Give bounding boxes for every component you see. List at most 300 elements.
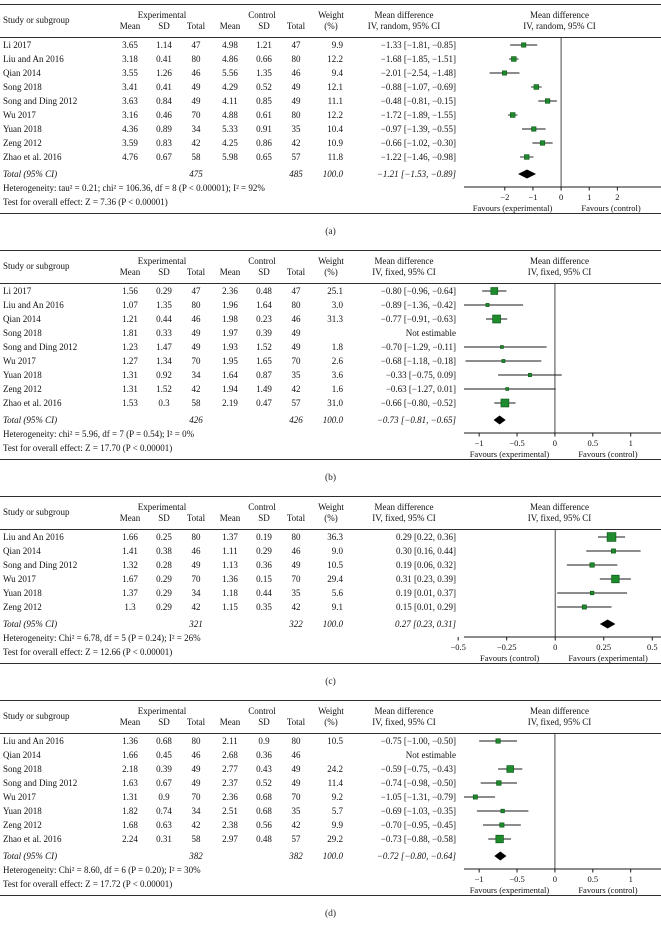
- column-group-control: [212, 5, 312, 37]
- md-value-cell: −0.68 [−1.18, −0.18]: [380, 356, 456, 366]
- panel-caption: (b): [324, 473, 337, 483]
- ctrl-total-cell: 42: [291, 820, 301, 830]
- weight-cell: 25.1: [327, 286, 343, 296]
- effect-square: [496, 835, 504, 843]
- tick-label: 1: [628, 874, 633, 884]
- tick-label: −2: [500, 192, 510, 202]
- md-value-cell: −0.88 [−1.07, −0.69]: [380, 82, 456, 92]
- md-value-cell: −2.01 [−2.54, −1.48]: [380, 68, 456, 78]
- column-header-sd: SD: [158, 513, 170, 523]
- exp-sd-cell: 0.29: [156, 588, 172, 598]
- ctrl-mean-cell: 1.18: [222, 588, 238, 598]
- panel-caption: (d): [324, 909, 337, 919]
- effect-square: [511, 57, 516, 62]
- overall-effect-text: Test for overall effect: Z = 17.70 (P < 0.00001): [3, 443, 173, 453]
- ctrl-sd-cell: 1.65: [256, 356, 272, 366]
- total-md-cell: −1.21 [−1.53, −0.89]: [376, 169, 456, 179]
- favours-left-label: Favours (experimental): [472, 203, 553, 213]
- study-table: [0, 284, 458, 455]
- weight-cell: 9.4: [331, 68, 343, 78]
- table-row: [0, 790, 458, 804]
- ctrl-mean-cell: 1.15: [222, 602, 238, 612]
- group-subheaders-control: [212, 717, 312, 728]
- exp-mean-cell: 1.67: [122, 574, 138, 584]
- ctrl-mean-cell: 1.96: [222, 300, 238, 310]
- study-name: Song and Ding 2012: [3, 778, 78, 788]
- table-row: [0, 762, 458, 776]
- column-group-control: [212, 701, 312, 733]
- group-subheaders-control: [212, 21, 312, 32]
- ctrl-mean-cell: 5.33: [222, 124, 238, 134]
- exp-sd-cell: 0.63: [156, 820, 172, 830]
- exp-total-cell: 49: [191, 96, 201, 106]
- table-row: [0, 80, 458, 94]
- exp-sd-cell: 0.9: [158, 792, 170, 802]
- panel-b: [0, 250, 661, 496]
- exp-mean-cell: 2.24: [122, 834, 138, 844]
- md-value-cell: −0.89 [−1.36, −0.42]: [380, 300, 456, 310]
- weight-cell: 9.2: [331, 792, 343, 802]
- favours-right-label: Favours (control): [578, 449, 638, 459]
- exp-mean-cell: 3.59: [122, 138, 138, 148]
- study-name: Wu 2017: [3, 574, 36, 584]
- md-value-cell: −0.77 [−0.91, −0.63]: [380, 314, 456, 324]
- weight-cell: 9.9: [331, 820, 343, 830]
- weight-label-line2: (%): [324, 21, 338, 31]
- md-value-cell: 0.31 [0.23, 0.39]: [396, 574, 456, 584]
- effect-square: [522, 43, 526, 47]
- study-name: Qian 2014: [3, 314, 41, 324]
- exp-sd-cell: 0.83: [156, 138, 172, 148]
- tick-label: 0: [552, 438, 558, 448]
- column-header-study: Study or subgroup: [3, 711, 70, 722]
- weight-cell: 10.5: [327, 560, 343, 570]
- blank-cell: [112, 413, 148, 427]
- study-name: Qian 2014: [3, 68, 41, 78]
- exp-mean-cell: 1.21: [122, 314, 138, 324]
- exp-sd-cell: 0.38: [156, 546, 172, 556]
- table-row: [0, 558, 458, 572]
- table-row: [0, 108, 458, 122]
- ctrl-mean-cell: 2.77: [222, 764, 238, 774]
- table-row: [0, 52, 458, 66]
- table-header: [0, 497, 661, 529]
- group-label-control: Control: [248, 501, 276, 512]
- effect-square: [497, 781, 502, 786]
- heterogeneity-text: Heterogeneity: chi² = 5.96, df = 7 (P = 0.54); I² = 0%: [3, 429, 195, 439]
- ctrl-sd-cell: 0.15: [256, 574, 272, 584]
- effect-square: [486, 303, 489, 306]
- plot-header-mean-difference: [458, 701, 661, 733]
- column-header-total: Total: [286, 267, 306, 277]
- group-label-control: Control: [248, 255, 276, 266]
- table-row: [0, 368, 458, 382]
- blank-cell: [248, 617, 280, 631]
- effect-square: [473, 795, 477, 799]
- column-header-mean: Mean: [119, 267, 141, 277]
- blank-cell: [248, 167, 280, 181]
- group-label-control: Control: [248, 705, 276, 716]
- exp-sd-cell: 0.46: [156, 110, 172, 120]
- ctrl-total-cell: 46: [291, 546, 301, 556]
- column-header-total: Total: [286, 21, 306, 31]
- exp-total-cell: 80: [191, 736, 201, 746]
- weight-cell: 3.0: [331, 300, 343, 310]
- exp-total-cell: 46: [191, 750, 201, 760]
- ctrl-total-cell: 49: [291, 342, 301, 352]
- ctrl-mean-cell: 4.11: [222, 96, 238, 106]
- md-value-cell: 0.29 [0.22, 0.36]: [396, 532, 456, 542]
- exp-sd-cell: 0.74: [156, 806, 172, 816]
- total-row: [0, 849, 458, 863]
- study-name: Yuan 2018: [3, 806, 42, 816]
- md-value-cell: −0.80 [−0.96, −0.64]: [380, 286, 456, 296]
- tick-label: 0.5: [646, 642, 658, 652]
- effect-square: [501, 809, 505, 813]
- tick-label: −1: [474, 874, 484, 884]
- weight-cell: 12.2: [327, 110, 343, 120]
- study-name: Li 2017: [3, 286, 32, 296]
- table-row: [0, 150, 458, 164]
- weight-cell: 5.6: [331, 588, 343, 598]
- effect-square: [582, 605, 586, 609]
- ctrl-mean-cell: 2.36: [222, 792, 238, 802]
- exp-total-cell: 42: [191, 602, 201, 612]
- exp-sd-cell: 0.89: [156, 124, 172, 134]
- ctrl-total-cell: 80: [291, 54, 301, 64]
- total-row: [0, 617, 458, 631]
- ctrl-mean-cell: 1.36: [222, 574, 238, 584]
- column-header-total: Total: [186, 717, 206, 727]
- tick-label: −0.5: [509, 438, 525, 448]
- exp-mean-cell: 1.32: [122, 560, 138, 570]
- md-value-cell: −0.70 [−0.95, −0.45]: [380, 820, 456, 830]
- effect-model-label: IV, fixed, 95% CI: [372, 267, 436, 277]
- panel-content: [0, 38, 661, 213]
- effect-square: [500, 823, 504, 827]
- column-header-mean: Mean: [119, 513, 141, 523]
- exp-mean-cell: 3.55: [122, 68, 138, 78]
- blank-cell: [148, 849, 180, 863]
- ctrl-sd-cell: 0.87: [256, 370, 272, 380]
- ctrl-sd-cell: 1.52: [256, 342, 272, 352]
- pooled-diamond: [494, 852, 506, 861]
- weight-cell: 1.6: [331, 384, 343, 394]
- weight-label-line1: Weight: [318, 9, 344, 20]
- pooled-diamond: [518, 170, 536, 179]
- exp-total-cell: 42: [191, 820, 201, 830]
- total-label: Total (95% CI): [3, 169, 58, 179]
- study-name: Qian 2014: [3, 750, 41, 760]
- md-value-cell: −1.72 [−1.89, −1.55]: [380, 110, 456, 120]
- exp-mean-cell: 4.36: [122, 124, 138, 134]
- plot-header-mean-difference: [458, 497, 661, 529]
- exp-sd-cell: 0.39: [156, 764, 172, 774]
- ctrl-mean-cell: 1.37: [222, 532, 238, 542]
- ctrl-sd-cell: 0.47: [256, 398, 272, 408]
- exp-mean-cell: 3.41: [122, 82, 138, 92]
- effect-square: [507, 766, 514, 773]
- weight-cell: 31.0: [327, 398, 343, 408]
- column-header-mean-difference: [350, 5, 458, 37]
- study-table: [0, 38, 458, 209]
- ctrl-total-cell: 35: [291, 124, 301, 134]
- group-subheaders-control: [212, 513, 312, 524]
- ctrl-mean-cell: 2.37: [222, 778, 238, 788]
- exp-total-cell: 34: [191, 806, 201, 816]
- exp-sd-cell: 1.47: [156, 342, 172, 352]
- exp-total-cell: 42: [191, 384, 201, 394]
- column-header-mean: Mean: [119, 21, 141, 31]
- exp-mean-cell: 4.76: [122, 152, 138, 162]
- table-row: [0, 818, 458, 832]
- effect-model-label: IV, random, 95% CI: [367, 21, 441, 31]
- ctrl-total-cell: 49: [291, 82, 301, 92]
- group-subheaders-control: [212, 267, 312, 278]
- ctrl-total-cell: 47: [291, 40, 301, 50]
- ctrl-mean-cell: 2.19: [222, 398, 238, 408]
- column-header-mean-difference: [350, 701, 458, 733]
- exp-sd-cell: 0.3: [158, 398, 170, 408]
- column-header-weight: [312, 5, 350, 37]
- weight-cell: 11.4: [327, 778, 343, 788]
- md-value-cell: −0.66 [−1.02, −0.30]: [380, 138, 456, 148]
- weight-cell: 1.8: [331, 342, 343, 352]
- effect-model-label: IV, random, 95% CI: [523, 21, 596, 31]
- column-header-weight: [312, 701, 350, 733]
- effect-model-label: IV, fixed, 95% CI: [372, 513, 436, 523]
- total-ctrl-total-cell: 382: [289, 851, 303, 861]
- blank-cell: [148, 167, 180, 181]
- weight-cell: 11.1: [327, 96, 343, 106]
- column-header-mean: Mean: [219, 21, 241, 31]
- total-label: Total (95% CI): [3, 415, 58, 425]
- ctrl-sd-cell: 0.66: [256, 54, 272, 64]
- table-row: [0, 748, 458, 762]
- column-header-weight: [312, 251, 350, 283]
- ctrl-total-cell: 35: [291, 588, 301, 598]
- study-name: Zhao et al. 2016: [3, 398, 62, 408]
- tick-label: 1: [628, 438, 633, 448]
- exp-mean-cell: 1.31: [122, 792, 138, 802]
- exp-sd-cell: 1.35: [156, 300, 172, 310]
- tick-label: −1: [528, 192, 538, 202]
- exp-sd-cell: 0.29: [156, 602, 172, 612]
- study-table: [0, 530, 458, 659]
- group-subheaders-experimental: [112, 513, 212, 524]
- column-header-mean: Mean: [219, 267, 241, 277]
- table-row: [0, 326, 458, 340]
- blank-cell: [248, 849, 280, 863]
- exp-mean-cell: 1.23: [122, 342, 138, 352]
- study-name: Qian 2014: [3, 546, 41, 556]
- ctrl-total-cell: 46: [291, 314, 301, 324]
- weight-cell: 9.9: [331, 40, 343, 50]
- study-name: Li 2017: [3, 40, 32, 50]
- ctrl-total-cell: 57: [291, 152, 301, 162]
- study-name: Song 2018: [3, 82, 42, 92]
- exp-sd-cell: 1.14: [156, 40, 172, 50]
- group-subheaders-experimental: [112, 717, 212, 728]
- column-header-total: Total: [286, 513, 306, 523]
- ctrl-mean-cell: 1.64: [222, 370, 238, 380]
- table-row: [0, 136, 458, 150]
- tick-label: 0.25: [596, 642, 612, 652]
- column-header-study: Study or subgroup: [3, 15, 70, 26]
- column-header-sd: SD: [258, 267, 270, 277]
- total-md-cell: −0.72 [−0.80, −0.64]: [376, 851, 456, 861]
- ctrl-mean-cell: 4.88: [222, 110, 238, 120]
- exp-mean-cell: 1.31: [122, 370, 138, 380]
- column-header-mean: Mean: [119, 717, 141, 727]
- total-ctrl-total-cell: 485: [289, 169, 303, 179]
- exp-total-cell: 42: [191, 138, 201, 148]
- group-label-experimental: Experimental: [137, 255, 187, 266]
- effect-square: [524, 155, 529, 160]
- column-header-mean: Mean: [219, 513, 241, 523]
- ctrl-total-cell: 49: [291, 764, 301, 774]
- ctrl-total-cell: 49: [291, 560, 301, 570]
- md-value-cell: −0.59 [−0.75, −0.43]: [380, 764, 456, 774]
- exp-sd-cell: 1.34: [156, 356, 172, 366]
- ctrl-total-cell: 80: [291, 736, 301, 746]
- ctrl-sd-cell: 0.52: [256, 778, 272, 788]
- md-value-cell: −0.66 [−0.80, −0.52]: [380, 398, 456, 408]
- weight-cell: 5.7: [331, 806, 343, 816]
- effect-square: [532, 127, 536, 131]
- weight-cell: 36.3: [327, 532, 343, 542]
- ctrl-total-cell: 49: [291, 328, 301, 338]
- ctrl-mean-cell: 4.86: [222, 54, 238, 64]
- ctrl-sd-cell: 0.91: [256, 124, 272, 134]
- exp-sd-cell: 0.25: [156, 532, 172, 542]
- effect-square: [502, 71, 506, 75]
- exp-total-cell: 70: [191, 356, 201, 366]
- weight-cell: 9.0: [331, 546, 343, 556]
- total-weight-cell: 100.0: [322, 619, 343, 629]
- exp-sd-cell: 0.29: [156, 574, 172, 584]
- study-name: Liu and An 2016: [3, 532, 64, 542]
- blank-cell: [212, 617, 248, 631]
- ctrl-sd-cell: 0.35: [256, 602, 272, 612]
- column-header-total: Total: [186, 21, 206, 31]
- favours-left-label: Favours (control): [479, 653, 540, 663]
- blank-cell: [212, 849, 248, 863]
- table-row: [0, 298, 458, 312]
- study-table: [0, 734, 458, 891]
- md-value-cell: −0.73 [−0.88, −0.58]: [380, 834, 456, 844]
- overall-effect-text: Test for overall effect: Z = 7.36 (P < 0.00001): [3, 197, 168, 207]
- panel-content: [0, 530, 661, 663]
- table-row: [0, 804, 458, 818]
- ctrl-total-cell: 57: [291, 834, 301, 844]
- ctrl-sd-cell: 0.36: [256, 750, 272, 760]
- panel-a: [0, 4, 661, 250]
- ctrl-total-cell: 46: [291, 68, 301, 78]
- column-group-experimental: [112, 701, 212, 733]
- column-header-total: Total: [286, 717, 306, 727]
- blank-cell: [148, 413, 180, 427]
- ctrl-total-cell: 70: [291, 574, 301, 584]
- exp-mean-cell: 1.81: [122, 328, 138, 338]
- ctrl-total-cell: 80: [291, 110, 301, 120]
- effect-square: [528, 373, 531, 376]
- pooled-diamond: [494, 416, 506, 425]
- total-label: Total (95% CI): [3, 619, 58, 629]
- ctrl-mean-cell: 2.11: [222, 736, 238, 746]
- table-row: [0, 734, 458, 748]
- panel-c: [0, 496, 661, 700]
- ctrl-total-cell: 42: [291, 602, 301, 612]
- ctrl-mean-cell: 1.13: [222, 560, 238, 570]
- study-name: Yuan 2018: [3, 370, 42, 380]
- forest-plot: [458, 284, 661, 459]
- blank-cell: [148, 617, 180, 631]
- ctrl-sd-cell: 0.48: [256, 834, 272, 844]
- ctrl-sd-cell: 0.56: [256, 820, 272, 830]
- plot-header-mean-difference: [458, 5, 661, 37]
- table-row: [0, 354, 458, 368]
- weight-label-line1: Weight: [318, 705, 344, 716]
- ctrl-sd-cell: 1.21: [256, 40, 272, 50]
- group-subheaders-experimental: [112, 267, 212, 278]
- tick-label: 0: [552, 874, 558, 884]
- ctrl-mean-cell: 1.11: [222, 546, 238, 556]
- exp-sd-cell: 0.41: [156, 82, 172, 92]
- md-value-cell: −0.70 [−1.29, −0.11]: [381, 342, 456, 352]
- tick-label: 0: [553, 642, 558, 652]
- effect-square: [510, 113, 515, 118]
- ctrl-sd-cell: 0.43: [256, 764, 272, 774]
- md-value-cell: −1.68 [−1.85, −1.51]: [380, 54, 456, 64]
- plot-header-mean-difference: [458, 251, 661, 283]
- table-row: [0, 572, 458, 586]
- weight-cell: 12.2: [327, 54, 343, 64]
- ctrl-sd-cell: 0.19: [256, 532, 272, 542]
- group-label-experimental: Experimental: [137, 705, 187, 716]
- md-value-cell: −0.97 [−1.39, −0.55]: [380, 124, 456, 134]
- column-group-experimental: [112, 251, 212, 283]
- study-name: Liu and An 2016: [3, 54, 64, 64]
- column-group-experimental: [112, 5, 212, 37]
- md-label: Mean difference: [374, 705, 434, 716]
- column-header-sd: SD: [158, 717, 170, 727]
- ctrl-mean-cell: 4.98: [222, 40, 238, 50]
- table-row: [0, 586, 458, 600]
- forest-plot: [450, 530, 661, 663]
- md-value-cell: −0.74 [−0.98, −0.50]: [380, 778, 456, 788]
- weight-label-line2: (%): [324, 513, 338, 523]
- total-row: [0, 413, 458, 427]
- exp-total-cell: 34: [191, 588, 201, 598]
- total-exp-total-cell: 426: [189, 415, 203, 425]
- exp-mean-cell: 1.07: [122, 300, 138, 310]
- table-row: [0, 600, 458, 614]
- table-row: [0, 544, 458, 558]
- ctrl-mean-cell: 2.38: [222, 820, 238, 830]
- md-value-cell: −1.33 [−1.81, −0.85]: [380, 40, 456, 50]
- column-header-total: Total: [186, 267, 206, 277]
- weight-label-line2: (%): [324, 717, 338, 727]
- md-value-cell: −0.63 [−1.27, 0.01]: [385, 384, 456, 394]
- weight-label-line1: Weight: [318, 255, 344, 266]
- table-row: [0, 284, 458, 298]
- weight-cell: [312, 748, 350, 762]
- exp-total-cell: 80: [191, 54, 201, 64]
- md-value-cell: Not estimable: [405, 750, 456, 760]
- column-group-control: [212, 251, 312, 283]
- exp-sd-cell: 0.92: [156, 370, 172, 380]
